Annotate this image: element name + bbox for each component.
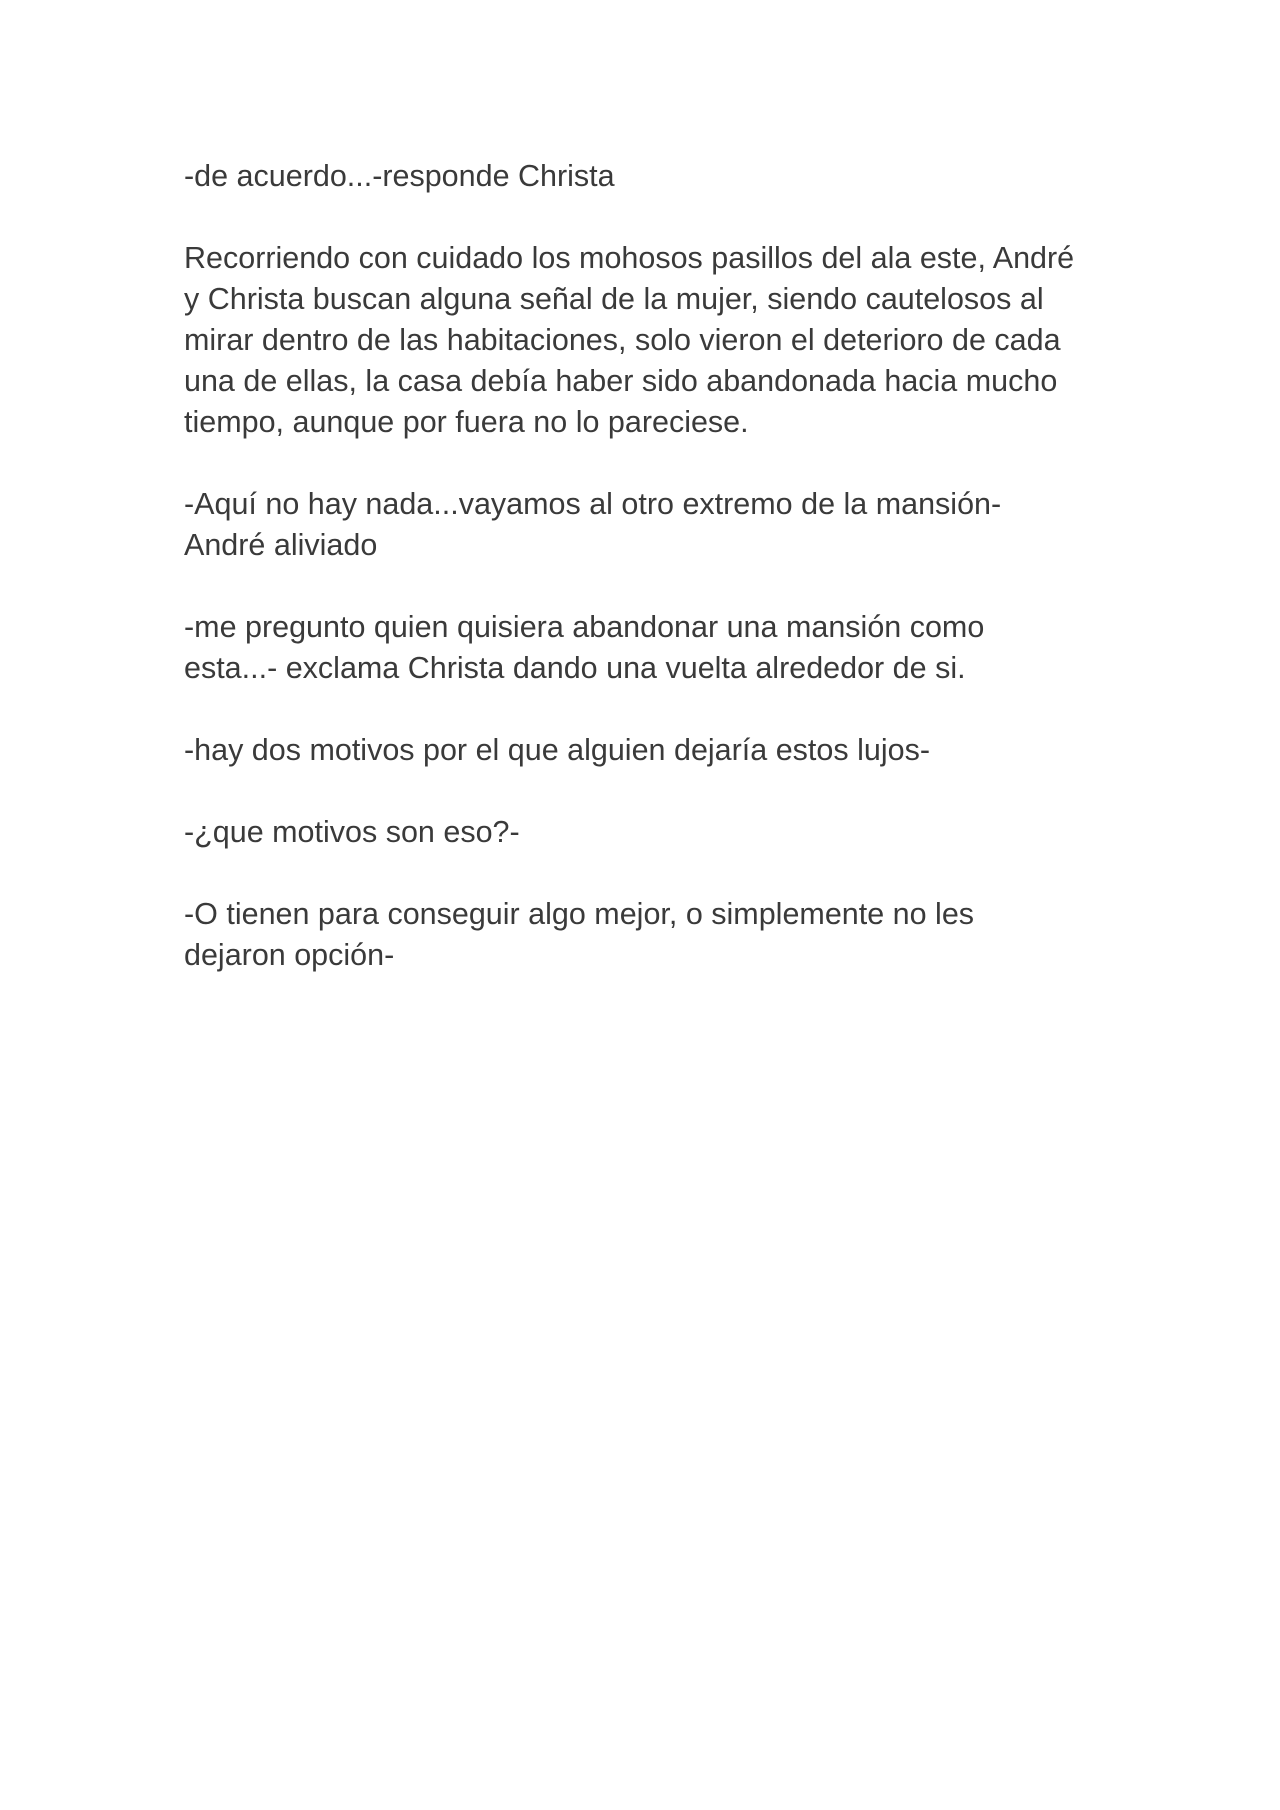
paragraph	[184, 812, 1114, 853]
text-line: -¿que motivos son eso?-	[184, 815, 520, 849]
paragraph	[184, 238, 1114, 443]
text-line: tiempo, aunque por fuera no lo pareciese.	[184, 405, 749, 439]
text-line: Recorriendo con cuidado los mohosos pasillos del ala este, André	[184, 241, 1075, 275]
text-line: -hay dos motivos por el que alguien dejaría estos lujos-	[184, 733, 930, 767]
paragraph	[184, 894, 1114, 976]
text-line: una de ellas, la casa debía haber sido abandonada hacia mucho	[184, 364, 1058, 398]
document-body	[184, 156, 1114, 1017]
paragraph	[184, 156, 1114, 197]
paragraph	[184, 730, 1114, 771]
text-line: dejaron opción-	[184, 938, 395, 972]
text-line: -me pregunto quien quisiera abandonar una mansión como	[184, 610, 985, 644]
paragraph	[184, 607, 1114, 689]
text-line: esta...- exclama Christa dando una vuelta alrededor de si.	[184, 651, 966, 685]
text-line: -Aquí no hay nada...vayamos al otro extremo de la mansión-	[184, 487, 1002, 521]
paragraph	[184, 484, 1114, 566]
text-line: y Christa buscan alguna señal de la mujer, siendo cautelosos al	[184, 282, 1044, 316]
text-line: mirar dentro de las habitaciones, solo vieron el deterioro de cada	[184, 323, 1061, 357]
text-line: -de acuerdo...-responde Christa	[184, 159, 615, 193]
text-line: -O tienen para conseguir algo mejor, o simplemente no les	[184, 897, 975, 931]
text-line: André aliviado	[184, 528, 378, 562]
